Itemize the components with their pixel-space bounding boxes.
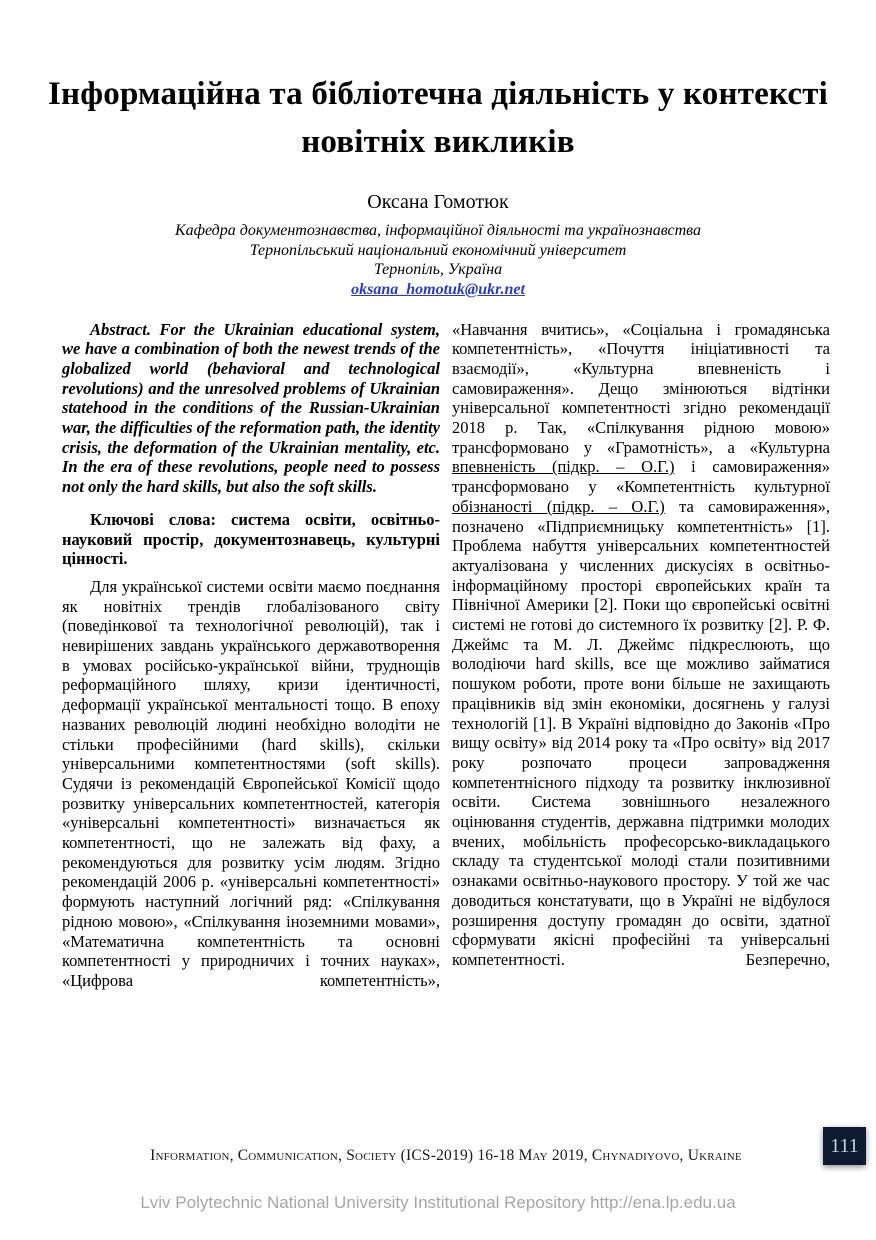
- affiliation-city-country: Тернопіль, Україна: [373, 261, 503, 278]
- affiliation-department: Кафедра документознавства, інформаційної діяльності та українознавства: [174, 222, 702, 239]
- underlined-phrase: обізнаності (підкр. – О.Г.): [452, 496, 665, 516]
- abstract-paragraph: Abstract. For the Ukrainian educational system, we have a combination of both the newest trends of the globalized world (behavioral and technological revolutions) and the unresolved problems of Ukrainian statehood in the conditions of the Russian-Ukrainian war, the difficulties of the reformation path, the identity crisis, the deformation of the Ukrainian mentality, etc. In the era of these revolutions, people need to possess not only the hard skills, but also the soft skills.: [62, 319, 440, 497]
- body-paragraph-right: [452, 320, 830, 970]
- repository-watermark: Lviv Polytechnic National University Institutional Repository http://ena.lp.edu.ua: [140, 1193, 736, 1212]
- body-text-segment: «Навчання вчитись», «Соціальна і громадянська компетентність», «Почуття ініціативності та взаємодії», «Культурна впевненість і самовираження». Дещо змінюються відтінки універсальної компетентності згідно рекомендації 2018 р. Так, «Спілкування рідною мовою» трансформовано у «Грамотність», а «Культурна: [452, 319, 830, 457]
- page-number-badge: 111: [823, 1127, 866, 1165]
- two-column-body: [62, 320, 830, 991]
- body-text-segment: та самовираження», позначено «Підприємницьку компетентність» [1]. Проблема набуття універсальних компетентностей актуалізована у численних дискусіях в освітньо-інформаційному просторі європейських країн та Північної Америки [2]. Поки що європейські освітні системі не готові до системного їх розвитку [2]. Р. Ф. Джеймс та М. Л. Джеймс підкреслюють, що володіючи hard skills, все ще можливо займатися пошуком роботи, проте вони більше не захищають працівників від змін економіки, досягнень у галузі технологій [1]. В Україні відповідно до Законів «Про вищу освіту» від 2014 року та «Про освіту» від 2017 року розпочато процеси запровадження компетентнісного підходу та розвитку інклюзивної освіти. Система зовнішнього незалежного оцінювання студентів, державна підтримки молодих вчених, мобільність професорсько-викладацького складу та студентської молоді стали позитивними ознаками освітньо-наукового простору. У той же час доводиться констатувати, що в Україні не відбулося розширення доступу громадян до освіти, здатної сформувати якісні професійні та універсальні компетентності. Безперечно,: [452, 496, 830, 969]
- author-name: Оксана Гомотюк: [367, 191, 509, 213]
- email-row: [0, 280, 876, 300]
- underlined-phrase: впевненість (підкр. – О.Г.): [452, 457, 675, 477]
- affiliation-university: Тернопільський національний економічний університет: [249, 241, 627, 259]
- page-title: Інформаційна та бібліотечна діяльність у контексті новітніх викликів: [48, 76, 828, 160]
- left-column: [62, 320, 440, 991]
- body-text-segment: і самовираження» трансформовано у «Компетентність культурної: [452, 457, 830, 497]
- conference-footer: Information, Communication, Society (ICS-2019) 16-18 May 2019, Chynadiyovo, Ukraine: [150, 1147, 742, 1164]
- body-paragraph-left: Для української системи освіти маємо поєднання як новітніх трендів глобалізованого світу (поведінкової та технологічної революцій), так і невирішених завдань українського державотворення в умовах російсько-української війни, труднощів реформаційного шляху, кризи ідентичності, деформації української ментальності тощо. В епоху названих революцій людині необхідно володіти не стільки професійними (hard skills), скільки універсальними компетентностями (soft skills). Судячи із рекомендацій Європейської Комісії щодо розвитку універсальних компетентностей, категорія «універсальні компетентності» визначається як компетентності, що не залежать від фаху, а рекомендуються для розвитку усім людям. Згідно рекомендацій 2006 р. «універсальні компетентності» формують наступний логічний ряд: «Спілкування рідною мовою», «Спілкування іноземними мовами», «Математична компетентність та основні компетентності у природничих і точних науках», «Цифрова компетентність»,: [62, 576, 440, 990]
- keywords-paragraph: Ключові слова: система освіти, освітньо-науковий простір, документознавець, культурні цінності.: [62, 509, 440, 569]
- email-link[interactable]: oksana_homotuk@ukr.net: [351, 280, 525, 298]
- right-column: [452, 320, 830, 991]
